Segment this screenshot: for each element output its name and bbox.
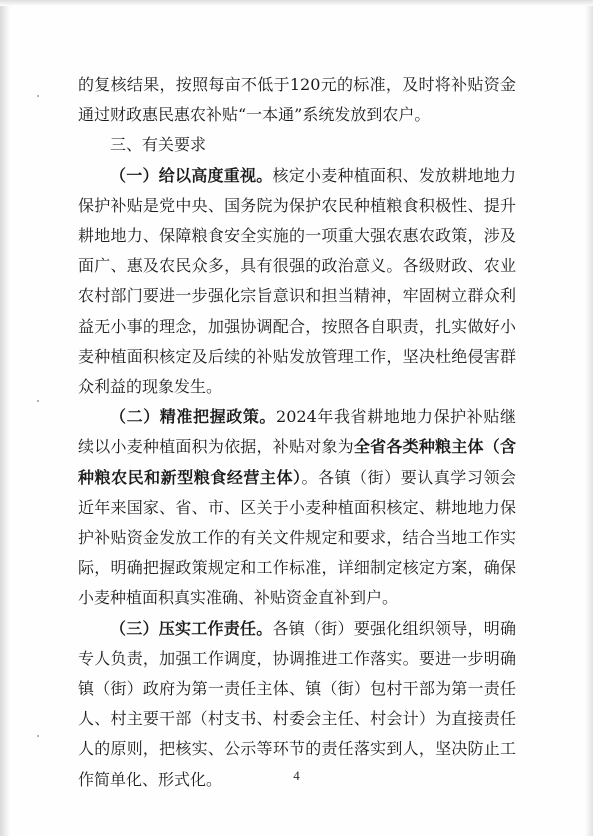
paragraph-text: 各镇（街）要强化组织领导，明确专人负责，加强工作调度，协调推进工作落实。要进一步明确镇（街）政府为第一责任主体、镇（街）包村干部为第一责任人、村主要干部（村支书、村委会主任、村会计）为直接责任人的原则，把核实、公示等环节的责任落实到人，坚决防止工作简单化、形式化。 [78, 618, 516, 789]
paragraph-lead-bold: （二）精准把握政策。 [110, 407, 277, 427]
document-body [78, 70, 516, 795]
paragraph-text: 的复核结果，按照每亩不低于120元的标准，及时将补贴资金通过财政惠民惠农补贴“一本通”系统发放到农户。 [78, 75, 516, 125]
page-number: 4 [293, 768, 300, 783]
section-heading [78, 130, 516, 160]
scan-shadow-top [0, 0, 593, 6]
paragraph-lead-bold: （三）压实工作责任。 [110, 618, 273, 638]
paragraph-text: 核定小麦种植面积、发放耕地地力保护补贴是党中央、国务院为保护农民种植粮食积极性、提升耕地地力、保障粮食安全实施的一项重大强农惠农政策，涉及面广、惠及农民众多，具有很强的政治意义。各级财政、农业农村部门要进一步强化宗旨意识和担当精神，牢固树立群众利益无小事的理念，加强协调配合，按照各自职责，扎实做好小麦种植面积核定及后续的补贴发放管理工作，坚决杜绝侵害群众利益的现象发生。 [78, 165, 516, 397]
paragraph-requirement-1 [78, 161, 516, 403]
scan-speck [37, 95, 39, 97]
paragraph-lead-bold: （一）给以高度重视。 [110, 165, 273, 185]
paragraph-emphasis-bold: 全省各类种粮主体（含种粮农民和新型粮食经营主体） [78, 437, 516, 487]
section-heading-text: 三、有关要求 [110, 135, 207, 155]
scan-speck [37, 735, 39, 737]
paragraph-continuation [78, 70, 516, 130]
paragraph-text: 。各镇（街）要认真学习领会近年来国家、省、市、区关于小麦种植面积核定、耕地地力保护补贴资金发放工作的有关文件规定和要求，结合当地工作实际，明确把握政策规定和工作标准，详细制定核定方案，确保小麦种植面积真实准确、补贴资金直补到户。 [78, 467, 516, 608]
scan-shadow-right [585, 0, 593, 836]
scan-speck [37, 400, 39, 402]
paragraph-text: 2024年我省耕地地力保护补贴继续以小麦种植面积为依据，补贴对象为 [78, 407, 516, 457]
paragraph-requirement-2 [78, 402, 516, 613]
scan-shadow-left [0, 0, 10, 836]
